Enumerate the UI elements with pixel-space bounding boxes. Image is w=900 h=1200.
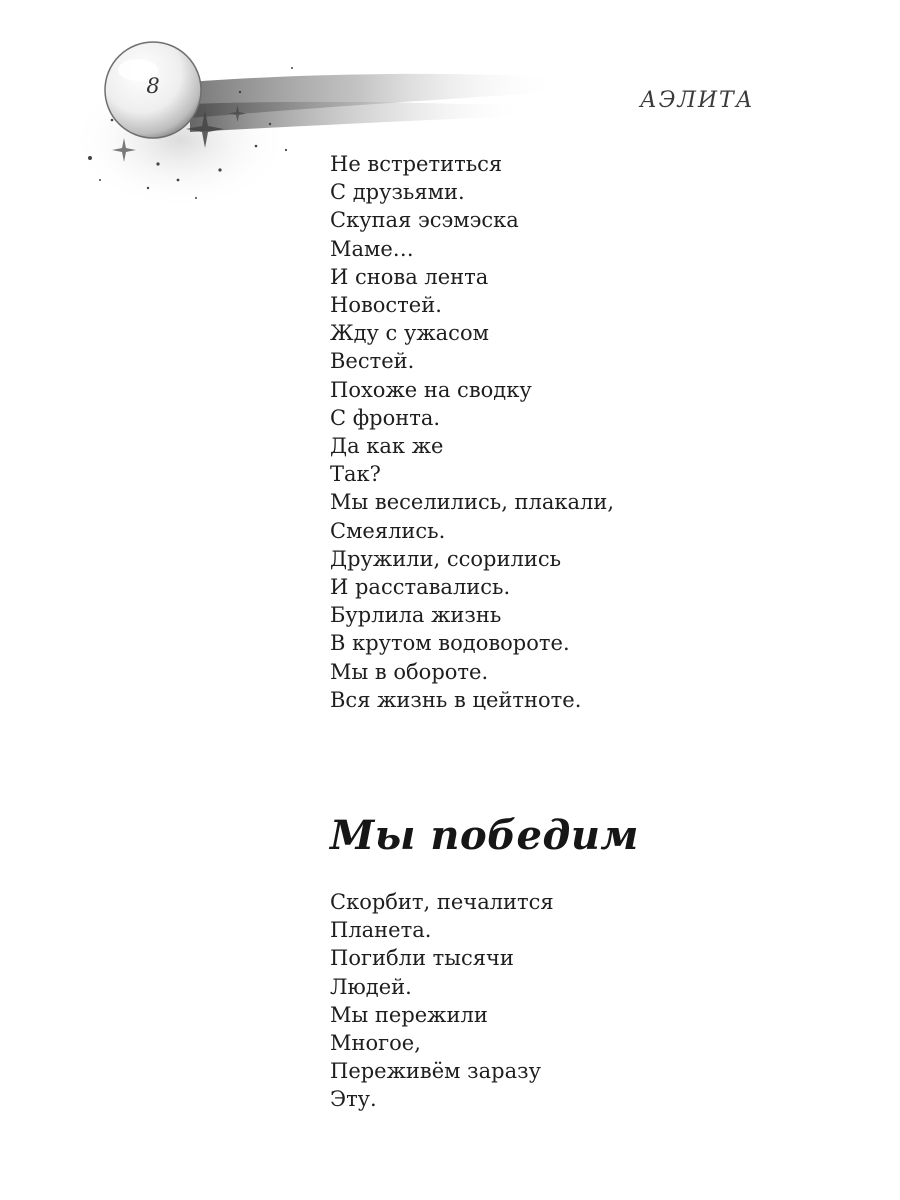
poem-line: И расставались. bbox=[330, 575, 511, 600]
poem-line: Скорбит, печалится bbox=[330, 890, 554, 914]
poem-line: Жду с ужасом bbox=[330, 321, 489, 346]
light-streak-lower bbox=[190, 102, 530, 132]
page-number: 8 bbox=[146, 74, 160, 98]
poem-line: Планета. bbox=[330, 918, 432, 943]
poem-line: Погибли тысячи bbox=[330, 946, 514, 971]
poem-line: Смеялись. bbox=[330, 518, 446, 543]
poem-line: Вестей. bbox=[330, 349, 415, 374]
poem-title: Мы победим bbox=[330, 812, 639, 859]
poem-line: Мы веселились, плакали, bbox=[330, 490, 615, 515]
poem-line: Новостей. bbox=[330, 293, 442, 318]
poem-line: С друзьями. bbox=[330, 180, 465, 205]
poem-line: Людей. bbox=[330, 974, 412, 999]
poem-line: Вся жизнь в цейтноте. bbox=[330, 687, 582, 712]
poem-line: Маме… bbox=[330, 236, 414, 261]
poem-line: Переживём заразу bbox=[330, 1059, 541, 1084]
poem-line: Скупая эсэмэска bbox=[330, 208, 519, 233]
poem-line: Многое, bbox=[330, 1031, 421, 1056]
poem-two bbox=[330, 888, 554, 1114]
poem-line: Эту. bbox=[330, 1087, 377, 1112]
poem-line: Так? bbox=[330, 462, 381, 487]
poem-line: Мы пережили bbox=[330, 1002, 488, 1027]
poem-line: В крутом водовороте. bbox=[330, 631, 570, 656]
poem-line: Дружили, ссорились bbox=[330, 546, 562, 571]
running-title: АЭЛИТА bbox=[640, 88, 755, 113]
poem-line: Да как же bbox=[330, 434, 444, 459]
poem-one bbox=[330, 150, 614, 714]
poem-line: Похоже на сводку bbox=[330, 377, 532, 402]
poem-line: Бурлила жизнь bbox=[330, 603, 502, 628]
poem-line: И снова лента bbox=[330, 264, 489, 289]
poem-line: Не встретиться bbox=[330, 152, 503, 176]
poem-line: Мы в обороте. bbox=[330, 659, 489, 684]
poem-line: С фронта. bbox=[330, 405, 441, 430]
